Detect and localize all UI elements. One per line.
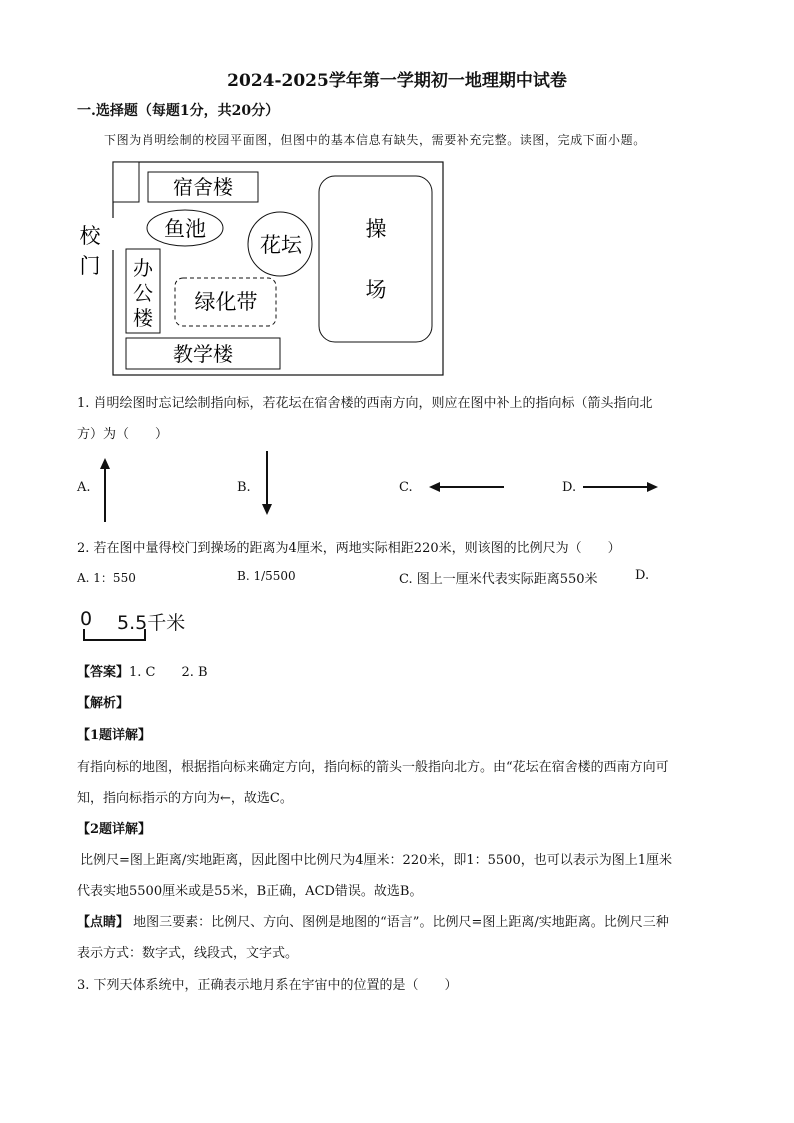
office-char-3: 楼 [133, 306, 153, 330]
line-scale-bar [83, 628, 147, 642]
field-char-1: 操 [365, 217, 387, 241]
detail2-label: 【2题详解】 [77, 822, 152, 837]
gate-char-2: 门 [79, 254, 101, 278]
answer-label: 【答案】 [77, 665, 130, 680]
pond-label: 鱼池 [164, 217, 206, 241]
q2-option-b[interactable]: B. 1/5500 [237, 569, 296, 583]
tip-label: 【点睛】 [77, 915, 130, 930]
q1-option-d-label[interactable]: D. [562, 480, 577, 495]
answer-line [77, 661, 208, 680]
field-char-2: 场 [365, 278, 387, 302]
intro-text: 下图为肖明绘制的校园平面图，但图中的基本信息有缺失，需要补充完整。读图，完成下面小题。 [104, 133, 646, 147]
answer-text: 1. C 2. B [129, 665, 208, 680]
q1-stem-line1: 1. 肖明绘图时忘记绘制指向标，若花坛在宿舍楼的西南方向，则应在图中补上的指向标（箭头指向北 [77, 396, 653, 411]
page-title: 2024-2025学年第一学期初一地理期中试卷 [227, 71, 567, 91]
detail2-line1: 比例尺=图上距离/实地距离，因此图中比例尺为4厘米：220米，即1：5500，也可以表示为图上1厘米 [80, 853, 672, 868]
detail1-label: 【1题详解】 [77, 728, 152, 743]
campus-boundary [113, 162, 443, 375]
gate-char-1: 校 [79, 224, 101, 248]
tip-line1 [77, 911, 669, 930]
north-arrow-right-icon[interactable] [582, 480, 658, 494]
q1-option-a-label[interactable]: A. [77, 480, 91, 495]
north-arrow-up-icon[interactable] [96, 458, 114, 524]
q1-stem-line2: 方）为（ ） [77, 427, 169, 442]
q3-stem: 3. 下列天体系统中，正确表示地月系在宇宙中的位置的是（ ） [77, 978, 458, 993]
q2-stem: 2. 若在图中量得校门到操场的距离为4厘米，两地实际相距220米，则该图的比例尺为（ ） [77, 541, 621, 556]
campus-map [70, 156, 450, 382]
analysis-label: 【解析】 [77, 696, 130, 711]
office-char-2: 公 [133, 281, 153, 305]
scale-value-label: 5.5千米 [117, 612, 186, 634]
office-char-1: 办 [133, 256, 153, 280]
tip-line2: 表示方式：数字式，线段式，文字式。 [77, 946, 299, 961]
flower-label: 花坛 [260, 233, 302, 257]
dorm-label: 宿舍楼 [173, 175, 233, 199]
q2-option-d[interactable]: D. [635, 568, 650, 583]
detail1-line2: 知，指向标指示的方向为←，故选C。 [77, 791, 293, 806]
scale-zero-label: 0 [80, 608, 93, 630]
tip-text: 地图三要素：比例尺、方向、图例是地图的“语言”。比例尺=图上距离/实地距离。比例尺三种 [133, 915, 669, 930]
q2-option-c[interactable]: C. 图上一厘米代表实际距离550米 [399, 572, 598, 587]
north-arrow-down-icon[interactable] [258, 451, 276, 515]
corner-box [113, 162, 139, 202]
detail2-line2: 代表实地5500厘米或是55米，B正确，ACD错误。故选B。 [77, 884, 423, 899]
q2-option-a[interactable]: A. 1：550 [77, 571, 136, 585]
detail1-line1: 有指向标的地图，根据指向标来确定方向，指向标的箭头一般指向北方。由“花坛在宿舍楼的西南方向可 [77, 760, 669, 775]
q1-option-b-label[interactable]: B. [237, 480, 251, 495]
section-heading: 一.选择题（每题1分，共20分） [77, 103, 280, 119]
teach-label: 教学楼 [173, 342, 233, 366]
q1-option-c-label[interactable]: C. [399, 480, 413, 495]
playground [319, 176, 432, 342]
green-label: 绿化带 [194, 290, 258, 314]
north-arrow-left-icon[interactable] [429, 480, 505, 494]
